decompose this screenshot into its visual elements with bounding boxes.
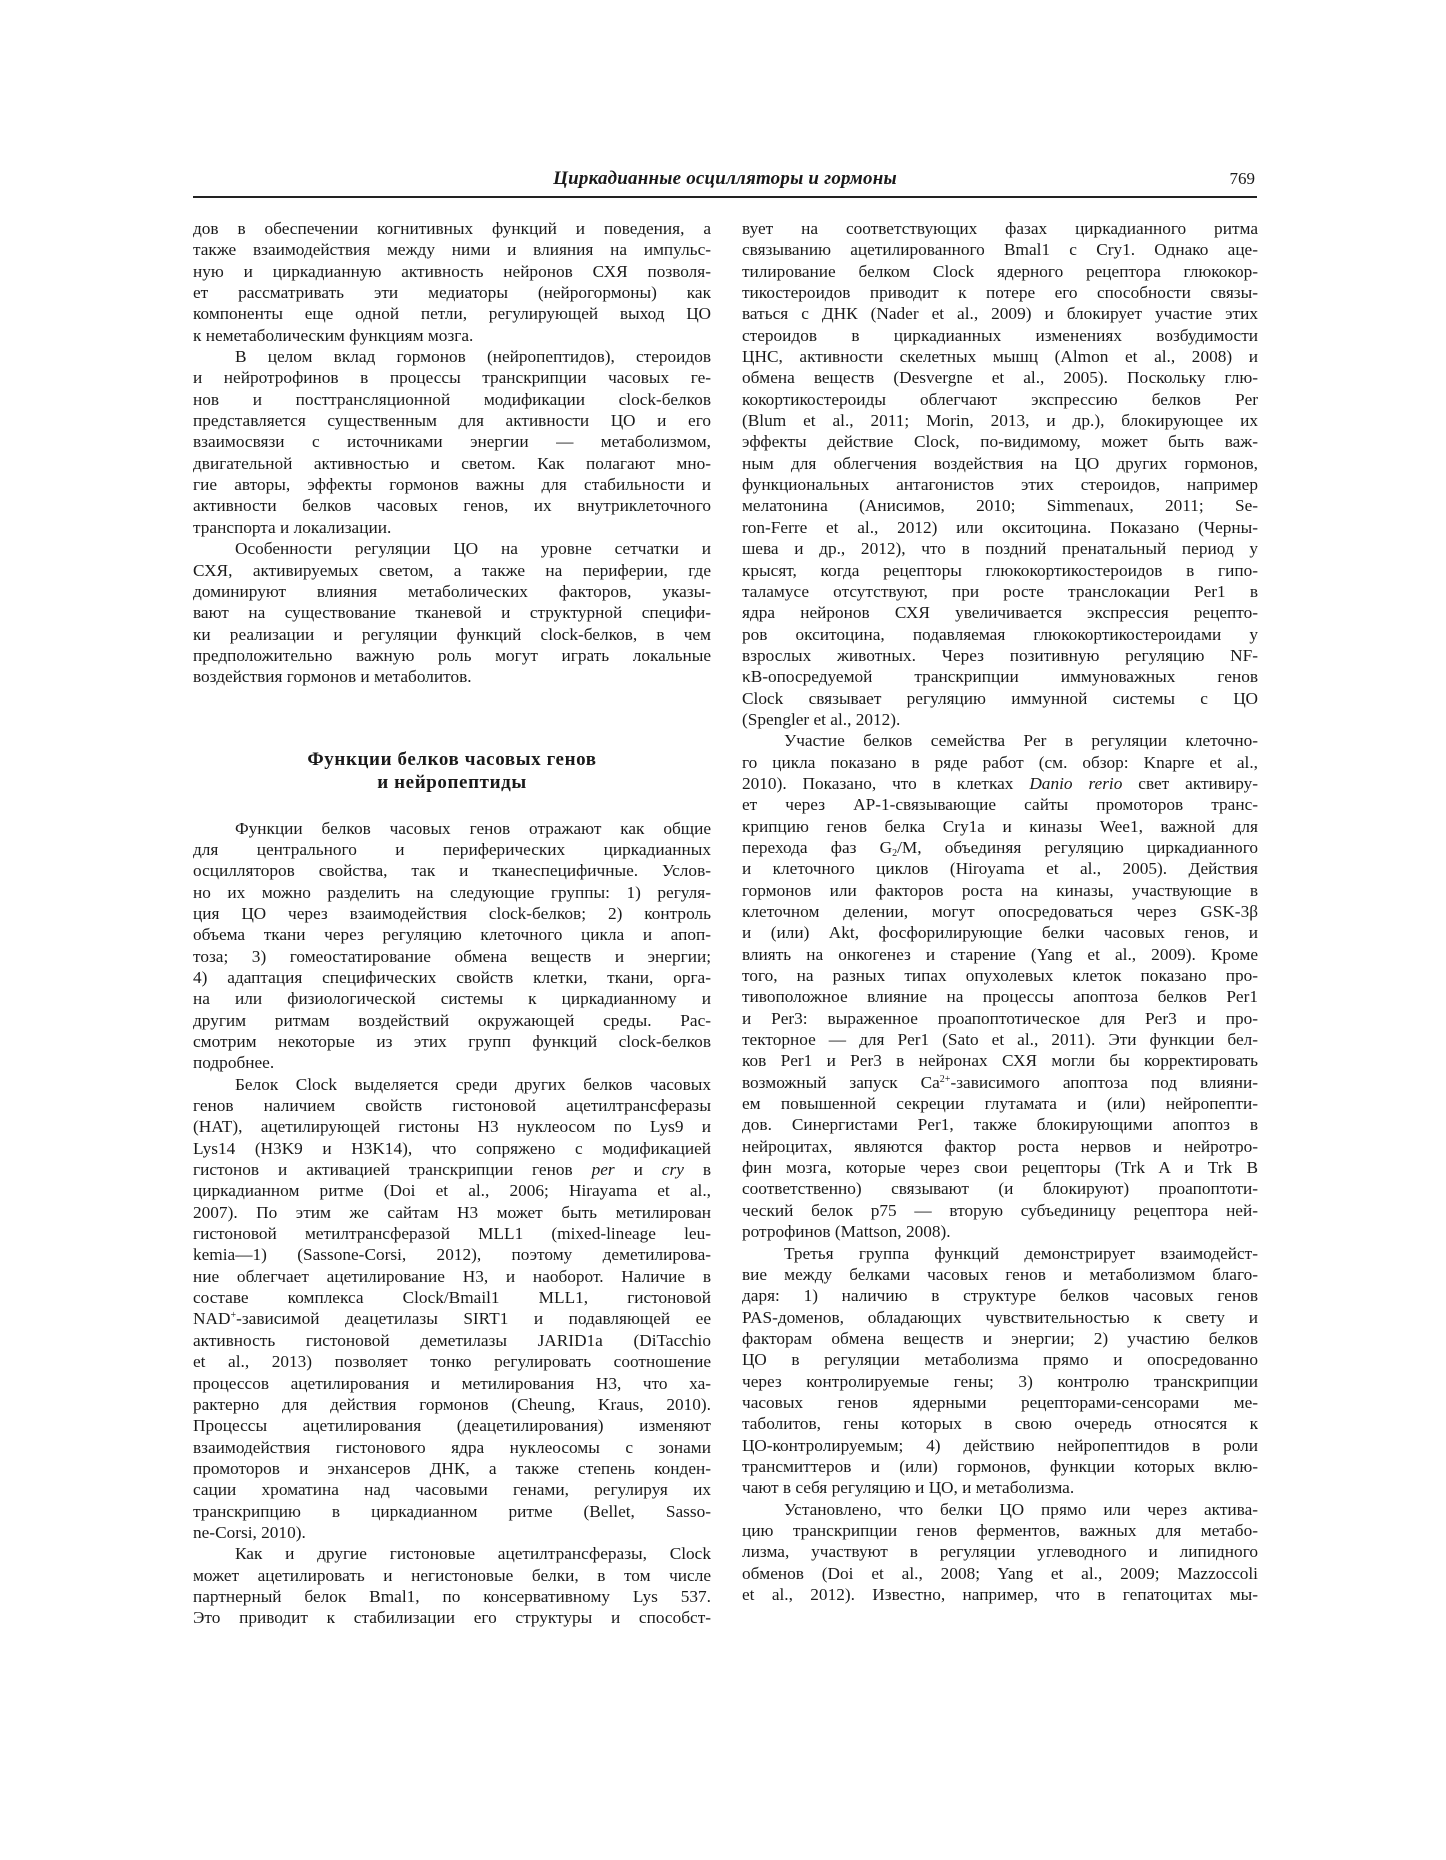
text-line: таламусе отсутствуют, при росте транслокации Per1 в [742,581,1258,601]
text-line: крысят, когда рецепторы глюкокортикостероидов в гипо- [742,560,1258,580]
text-line: Третья группа функций демонстрирует взаимодейст- [784,1243,1258,1263]
text-line: но их можно разделить на следующие группы: 1) регуля- [193,882,711,902]
text-line: ron-Ferre et al., 2012) или окситоцина. Показано (Черны- [742,517,1258,537]
text-line: (Spengler et al., 2012). [742,709,901,729]
text-line: обмена веществ (Desvergne et al., 2005). Поскольку глю- [742,368,1258,388]
text-line: Функции белков часовых генов отражают как общие [235,818,711,838]
text-line: В целом вклад гормонов (нейропептидов), стероидов [235,347,711,367]
spacer [193,688,711,748]
text-line: ную и циркадианную активность нейронов СХЯ позволя- [193,261,711,281]
text-line: часовых генов ядерными рецепторами-сенсорами ме- [742,1392,1258,1412]
text-line: тоза; 3) гомеостатирование обмена веществ и энергии; [193,946,711,966]
text-line: транспорта и локализации. [193,517,392,537]
text-line: κB-опосредуемой транскрипции иммуноважных генов [742,667,1258,687]
text-line: может ацетилировать и негистоновые белки, в том числе [193,1565,711,1585]
text-line: ки реализации и регуляции функций clock-белков, в чем [193,624,711,644]
text-line: Это приводит к стабилизации его структуры и способст- [193,1608,711,1628]
text-line: обменов (Doi et al., 2008; Yang et al., 2009; Mazzoccoli [742,1563,1258,1583]
text-line: 2010). Показано, что в клетках Danio rerio свет активиру- [742,773,1258,793]
page-number: 769 [1229,169,1255,188]
text-line: ческий белок p75 — вторую субъединицу рецептора ней- [742,1200,1258,1220]
text-line: активность гистоновой деметилазы JARID1a (DiTacchio [193,1330,711,1350]
text-line: представляется существенным для активности ЦО и его [193,411,711,431]
text-line: го цикла показано в ряде работ (см. обзор: Knapre et al., [742,752,1258,772]
text-line: активности белков часовых генов, их внутриклеточного [193,496,711,516]
text-line: сации хроматина над часовыми генами, регулируя их [193,1480,711,1500]
text-line: et al., 2013) позволяет тонко регулировать соотношение [193,1352,711,1372]
text-line: взаимосвязи с источниками энергии — метаболизмом, [193,432,711,452]
text-line: составе комплекса Clock/Bmail1 MLL1, гистоновой [193,1288,711,1308]
text-line: ЦО в регуляции метаболизма прямо и опосредованно [742,1350,1258,1370]
text-line: к неметаболическим функциям мозга. [193,325,474,345]
left-column [193,218,711,1629]
text-line: гие авторы, эффекты гормонов важны для стабильности и [193,475,711,495]
text-line: Особенности регуляции ЦО на уровне сетчатки и [235,539,711,559]
text-line: того, на разных типах опухолевых клеток показано про- [742,966,1258,986]
text-line: взрослых животных. Через позитивную регуляцию NF- [742,645,1258,665]
text-line: даря: 1) наличию в структуре белков часовых генов [742,1286,1258,1306]
text-line: и (или) Akt, фосфорилирующие белки часовых генов, и [742,923,1258,943]
text-line: тивоположное влияние на процессы апоптоза белков Per1 [742,987,1258,1007]
text-line: генов наличием свойств гистоновой ацетилтрансферазы [193,1096,711,1116]
text-line: объема ткани через регуляцию клеточного цикла и апоп- [193,925,711,945]
text-line: соответственно) связывают (и блокируют) проапоптоти- [742,1179,1258,1199]
paragraph [193,1543,711,1628]
text-line: партнерный белок Bmal1, по консервативному Lys 537. [193,1586,711,1606]
text-line: взаимодействия гистонового ядра нуклеосомы с зонами [193,1437,711,1457]
text-line: ЦНС, активности скелетных мышц (Almon et al., 2008) и [742,347,1258,367]
paragraph [193,218,711,346]
text-line: Процессы ацетилирования (деацетилирования) изменяют [193,1416,711,1436]
text-line: гистоновой метилтрансферазой MLL1 (mixed-lineage leu- [193,1224,711,1244]
text-line: гормонов или факторов роста на киназы, участвующие в [742,880,1258,900]
text-line: текторное — для Per1 (Sato et al., 2011). Эти функции бел- [742,1030,1258,1050]
text-line: процессов ацетилирования и метилирования H3, что ха- [193,1373,711,1393]
text-line: и нейротрофинов в процессы транскрипции часовых ге- [193,368,711,388]
text-line: эффекты действие Clock, по-видимому, может быть важ- [742,432,1258,452]
text-line: мелатонина (Анисимов, 2010; Simmenaux, 2011; Se- [742,496,1258,516]
text-line: трансмиттеров и (или) гормонов, функции которых вклю- [742,1456,1258,1476]
running-head [193,168,1257,194]
section-heading-line: и нейропептиды [377,771,527,793]
text-line: ков Per1 и Per3 в нейронах СХЯ могли бы корректировать [742,1051,1258,1071]
paragraph [193,346,711,538]
text-line: ным для облегчения воздействия на ЦО других гормонов, [742,453,1258,473]
text-line: ция ЦО через взаимодействия clock-белков; 2) контроль [193,903,711,923]
text-line: транскрипцию в циркадианном ритме (Bellet, Sasso- [193,1501,711,1521]
text-line: вают на существование тканевой и структурной специфи- [193,603,711,623]
text-line: NAD+-зависимой деацетилазы SIRT1 и подавляющей ее [193,1309,711,1329]
paragraph [742,730,1258,1242]
section-heading [193,748,711,794]
text-line: смотрим некоторые из этих групп функций clock-белков [193,1032,711,1051]
text-line: kemia—1) (Sassone-Corsi, 2012), поэтому деметилирова- [193,1245,711,1265]
text-line: PAS-доменов, обладающих чувствительностью к свету и [742,1307,1258,1327]
text-line: ние облегчает ацетилирование H3, и наоборот. Наличие в [193,1266,711,1286]
text-line: таболитов, гены которых в свою очередь относятся к [742,1414,1258,1434]
text-line: Белок Clock выделяется среди других белков часовых [235,1074,711,1094]
text-line: ем повышенной секреции глутамата и (или) нейропепти- [742,1094,1258,1114]
text-line: предположительно важную роль могут играть локальные [193,645,711,665]
text-line: кокортикостероиды облегчают экспрессию белков Per [742,389,1258,409]
text-line: 4) адаптация специфических свойств клетки, ткани, орга- [193,967,711,987]
text-line: ет рассматривать эти медиаторы (нейрогормоны) как [193,283,711,303]
text-line: для центрального и периферических циркадианных [193,839,711,859]
paragraph [742,1243,1258,1499]
paragraph [193,818,711,1074]
text-line: доминируют влияния метаболических факторов, указы- [193,581,711,601]
text-line: факторам обмена веществ и энергии; 2) участию белков [742,1328,1258,1348]
text-line: цию транскрипции генов ферментов, важных для метабо- [742,1520,1258,1540]
text-line: также взаимодействия между ними и влияния на импульс- [193,240,711,260]
text-line: осцилляторов свойства, так и тканеспецифичные. Услов- [193,861,711,881]
text-line: лизма, участвуют в регуляции углеводного и липидного [742,1542,1258,1562]
text-line: (Blum et al., 2011; Morin, 2013, и др.), блокирующее их [742,411,1258,431]
text-line: ротрофинов (Mattson, 2008). [742,1222,951,1242]
text-line: дов. Синергистами Per1, также блокирующими апоптоз в [742,1115,1258,1135]
paragraph [193,1074,711,1544]
text-line: тилирование белком Clock ядерного рецептора глюкокор- [742,261,1258,281]
text-line: влиять на онкогенез и старение (Yang et al., 2009). Кроме [742,944,1258,964]
text-line: нов и посттрансляционной модификации clock-белков [193,389,711,409]
text-line: вие между белками часовых генов и метаболизмом благо- [742,1264,1258,1284]
text-line: компоненты еще одной петли, регулирующей выход ЦО [193,304,711,324]
text-line: (HAT), ацетилирующей гистоны H3 нуклеосом по Lys9 и [193,1117,711,1137]
text-line: ров окситоцина, подавляемая глюкокортикостероидами у [742,624,1258,644]
text-line: фин мозга, которые через свои рецепторы (Trk A и Trk B [742,1158,1258,1178]
text-line: и Per3: выраженное проапоптотическое для Per3 и про- [742,1008,1258,1028]
running-title: Циркадианные осцилляторы и гормоны [553,168,897,189]
text-line: шева и др., 2012), что в поздний пренатальный период у [742,539,1258,559]
text-line: через контролируемые гены; 3) контролю транскрипции [742,1371,1258,1391]
paragraph [742,218,1258,730]
text-line: возможный запуск $Ca^{2+}$-зависимого апоптоза под влияни- [742,1072,1258,1092]
paragraph [193,538,711,687]
text-line: воздействия гормонов и метаболитов. [193,667,472,687]
text-line: ne-Corsi, 2010). [193,1522,306,1542]
text-line: клеточном делении, могут опосредоваться через GSK-3β [742,902,1258,921]
text-line: стероидов в циркадианных изменениях возбудимости [742,325,1258,345]
text-line: 2007). По этим же сайтам H3 может быть метилирован [193,1202,711,1222]
text-line: гистонов и активацией транскрипции генов per и cry в [193,1160,711,1180]
text-line: дов в обеспечении когнитивных функций и поведения, а [193,219,711,238]
text-line: крипцию генов белка Cry1a и киназы Wee1, важной для [742,816,1258,836]
text-line: вует на соответствующих фазах циркадианного ритма [742,219,1258,238]
right-column [742,218,1258,1605]
text-line: нейроцитах, являются фактор роста нервов и нейротро- [742,1136,1258,1156]
text-line: промоторов и энхансеров ДНК, а также степень конден- [193,1458,711,1478]
text-line: ядра нейронов СХЯ увеличивается экспрессия рецепто- [742,603,1258,623]
text-line: подробнее. [193,1053,275,1073]
text-line: СХЯ, активируемых светом, а также на периферии, где [193,560,711,580]
text-line: чают в себя регуляцию и ЦО, и метаболизма. [742,1478,1075,1498]
text-line: Clock связывает регуляцию иммунной системы с ЦО [742,688,1258,708]
paragraph [742,1499,1258,1606]
text-line: Как и другие гистоновые ацетилтрансферазы, Clock [235,1544,711,1564]
header-divider [193,196,1257,198]
text-line: Lys14 (H3K9 и H3K14), что сопряжено с модификацией [193,1138,711,1158]
text-line: ет через AP-1-связывающие сайты промоторов транс- [742,795,1258,815]
text-line: двигательной активностью и светом. Как полагают мно- [193,453,711,473]
text-line: рактерно для действия гормонов (Cheung, Kraus, 2010). [193,1394,711,1414]
text-line: связыванию ацетилированного Bmal1 с Cry1. Однако аце- [742,240,1258,260]
text-line: ваться с ДНК (Nader et al., 2009) и блокирует участие этих [742,304,1258,324]
text-line: Участие белков семейства Per в регуляции клеточно- [784,731,1258,751]
section-heading-line: Функции белков часовых генов [307,748,597,770]
text-line: тикостероидов приводит к потере его способности связы- [742,283,1258,303]
text-line: циркадианном ритме (Doi et al., 2006; Hirayama et al., [193,1181,711,1201]
text-line: Установлено, что белки ЦО прямо или через актива- [784,1499,1258,1519]
text-line: et al., 2012). Известно, например, что в гепатоцитах мы- [742,1585,1258,1604]
text-line: на или физиологической системы к циркадианному и [193,989,711,1009]
text-line: ЦО-контролируемым; 4) действию нейропептидов в роли [742,1435,1258,1455]
spacer [193,794,711,818]
text-line: перехода фаз $G_2/M$, объединяя регуляцию циркадианного [742,837,1258,859]
text-line: и клеточного циклов (Hiroyama et al., 2005). Действия [742,859,1258,879]
text-line: другим ритмам воздействий окружающей среды. Рас- [193,1010,711,1030]
text-line: функциональных антагонистов этих стероидов, например [742,475,1258,495]
